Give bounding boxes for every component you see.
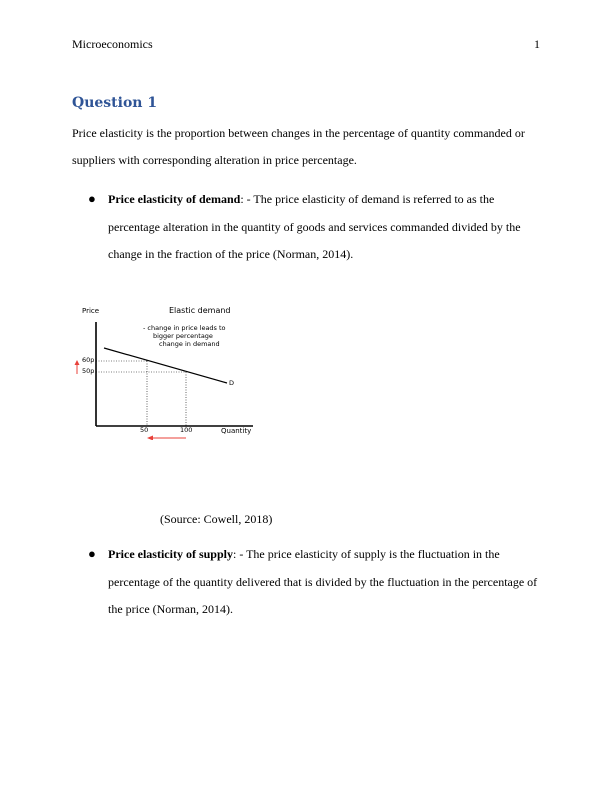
elastic-demand-chart [73,300,258,440]
figure-caption: (Source: Cowell, 2018) [160,512,273,526]
y-axis-label: Price [82,307,100,315]
page-number: 1 [534,37,540,51]
x-axis-label: Quantity [221,427,252,435]
annotation-line-1: - change in price leads to [143,324,226,332]
bullet-supply [72,541,542,624]
bullet-supply-term: Price elasticity of supply [108,547,233,561]
bullet-icon: ● [88,191,96,206]
bullet-demand-text [72,186,542,269]
intro-paragraph: Price elasticity is the proportion between changes in the percentage of quantity commanded or suppliers with corresponding alteration in price percentage. [72,126,525,167]
quantity-label-50: 50 [140,426,149,434]
bullet-supply-text [72,541,542,624]
bullet-icon: ● [88,546,96,561]
figure-title: Elastic demand [169,306,231,315]
figure-background [73,300,258,440]
bullet-supply-body: : - The price elasticity of supply is the fluctuation in the percentage of the quantity delivered that is divided by the fluctuation in the percentage of the price (Norman, 2014). [108,547,538,616]
bullet-demand [72,186,542,269]
running-header-title: Microeconomics [72,37,153,51]
annotation-line-3: change in demand [159,340,220,348]
elastic-demand-figure [73,300,258,440]
bullet-demand-body: : - The price elasticity of demand is referred to as the percentage alteration in the quantity of goods and services commanded divided by the change in the fraction of the price (Norman, 2014). [108,192,521,261]
bullet-demand-term: Price elasticity of demand [108,192,241,206]
quantity-label-100: 100 [180,426,193,434]
price-label-60p: 60p [82,356,95,364]
annotation-line-2: bigger percentage [153,332,213,340]
price-label-50p: 50p [82,367,95,375]
section-heading: Question 1 [72,95,158,111]
demand-curve-label: D [229,379,235,387]
